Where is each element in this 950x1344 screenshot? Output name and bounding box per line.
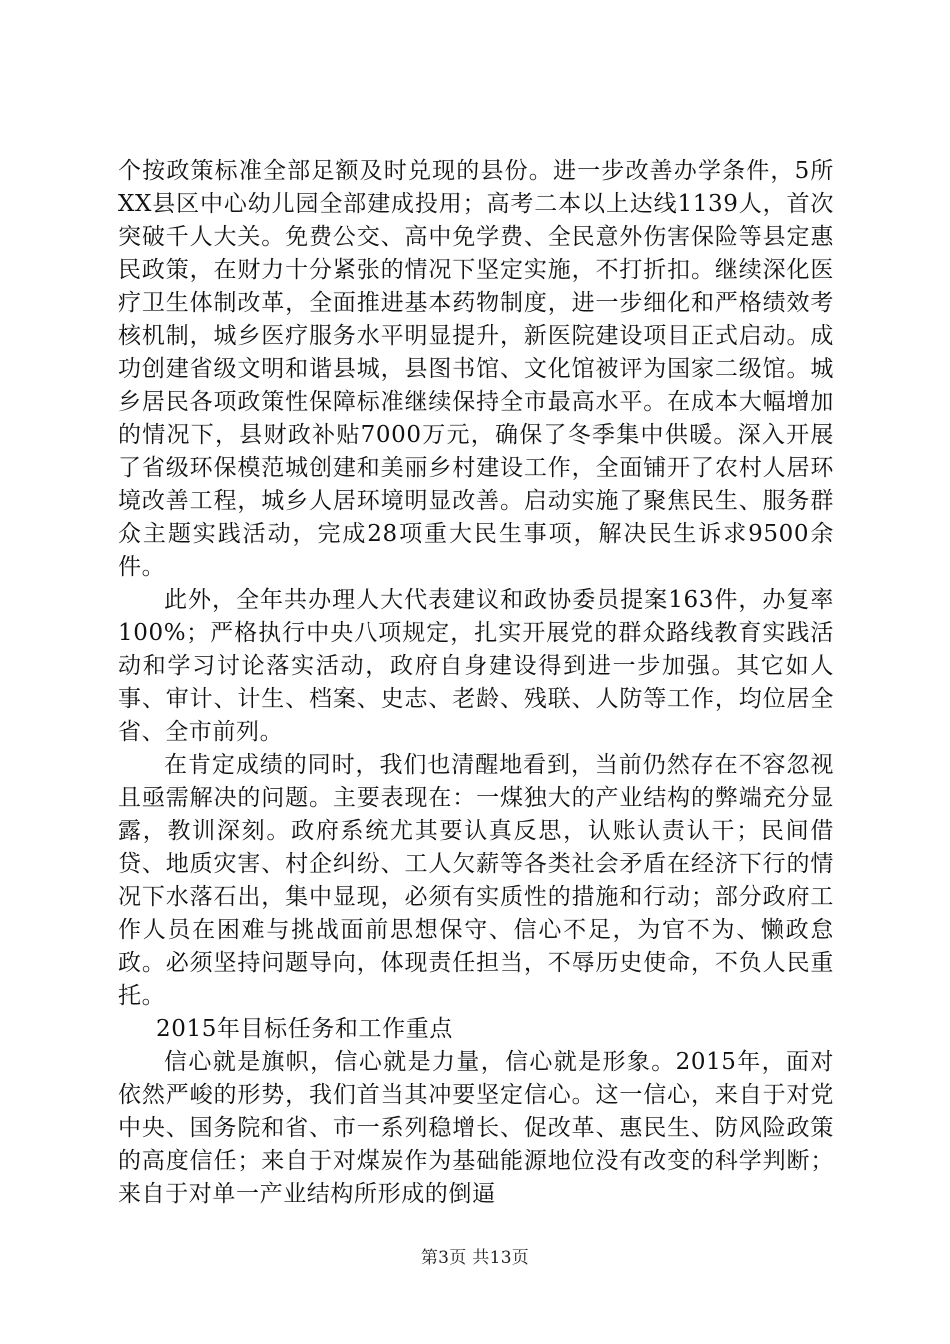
- paragraph-2: 此外，全年共办理人大代表建议和政协委员提案163件，办复率100%；严格执行中央八项规定，扎实开展党的群众路线教育实践活动和学习讨论落实活动，政府自身建设得到进一步加强。其它如人事、审计、计生、档案、史志、老龄、残联、人防等工作，均位居全省、全市前列。: [118, 587, 834, 745]
- paragraph-3: 在肯定成绩的同时，我们也清醒地看到，当前仍然存在不容忽视且亟需解决的问题。主要表现在：一煤独大的产业结构的弊端充分显露，教训深刻。政府系统尤其要认真反思，认账认责认干；民间借贷、地质灾害、村企纠纷、工人欠薪等各类社会矛盾在经济下行的情况下水落石出，集中显现，必须有实质性的措施和行动；部分政府工作人员在困难与挑战面前思想保守、信心不足，为官不为、懒政怠政。必须坚持问题导向，体现责任担当，不辱历史使命，不负人民重托。: [118, 752, 834, 1009]
- section-heading: 2015年目标任务和工作重点: [156, 1016, 453, 1042]
- document-body: [118, 155, 834, 1211]
- page-footer: 第3页 共13页: [420, 1248, 530, 1268]
- paragraph-4: 信心就是旗帜，信心就是力量，信心就是形象。2015年，面对依然严峻的形势，我们首当其冲要坚定信心。这一信心，来自于对党中央、国务院和省、市一系列稳增长、促改革、惠民生、防风险政策的高度信任；来自于对煤炭作为基础能源地位没有改变的科学判断；来自于对单一产业结构所形成的倒逼: [118, 1049, 834, 1207]
- paragraph-1: 个按政策标准全部足额及时兑现的县份。进一步改善办学条件，5所XX县区中心幼儿园全部建成投用；高考二本以上达线1139人，首次突破千人大关。免费公交、高中免学费、全民意外伤害保险等县定惠民政策，在财力十分紧张的情况下坚定实施，不打折扣。继续深化医疗卫生体制改革，全面推进基本药物制度，进一步细化和严格绩效考核机制，城乡医疗服务水平明显提升，新医院建设项目正式启动。成功创建省级文明和谐县城，县图书馆、文化馆被评为国家二级馆。城乡居民各项政策性保障标准继续保持全市最高水平。在成本大幅增加的情况下，县财政补贴7000万元，确保了冬季集中供暖。深入开展了省级环保模范城创建和美丽乡村建设工作，全面铺开了农村人居环境改善工程，城乡人居环境明显改善。启动实施了聚焦民生、服务群众主题实践活动，完成28项重大民生事项，解决民生诉求9500余件。: [118, 158, 834, 580]
